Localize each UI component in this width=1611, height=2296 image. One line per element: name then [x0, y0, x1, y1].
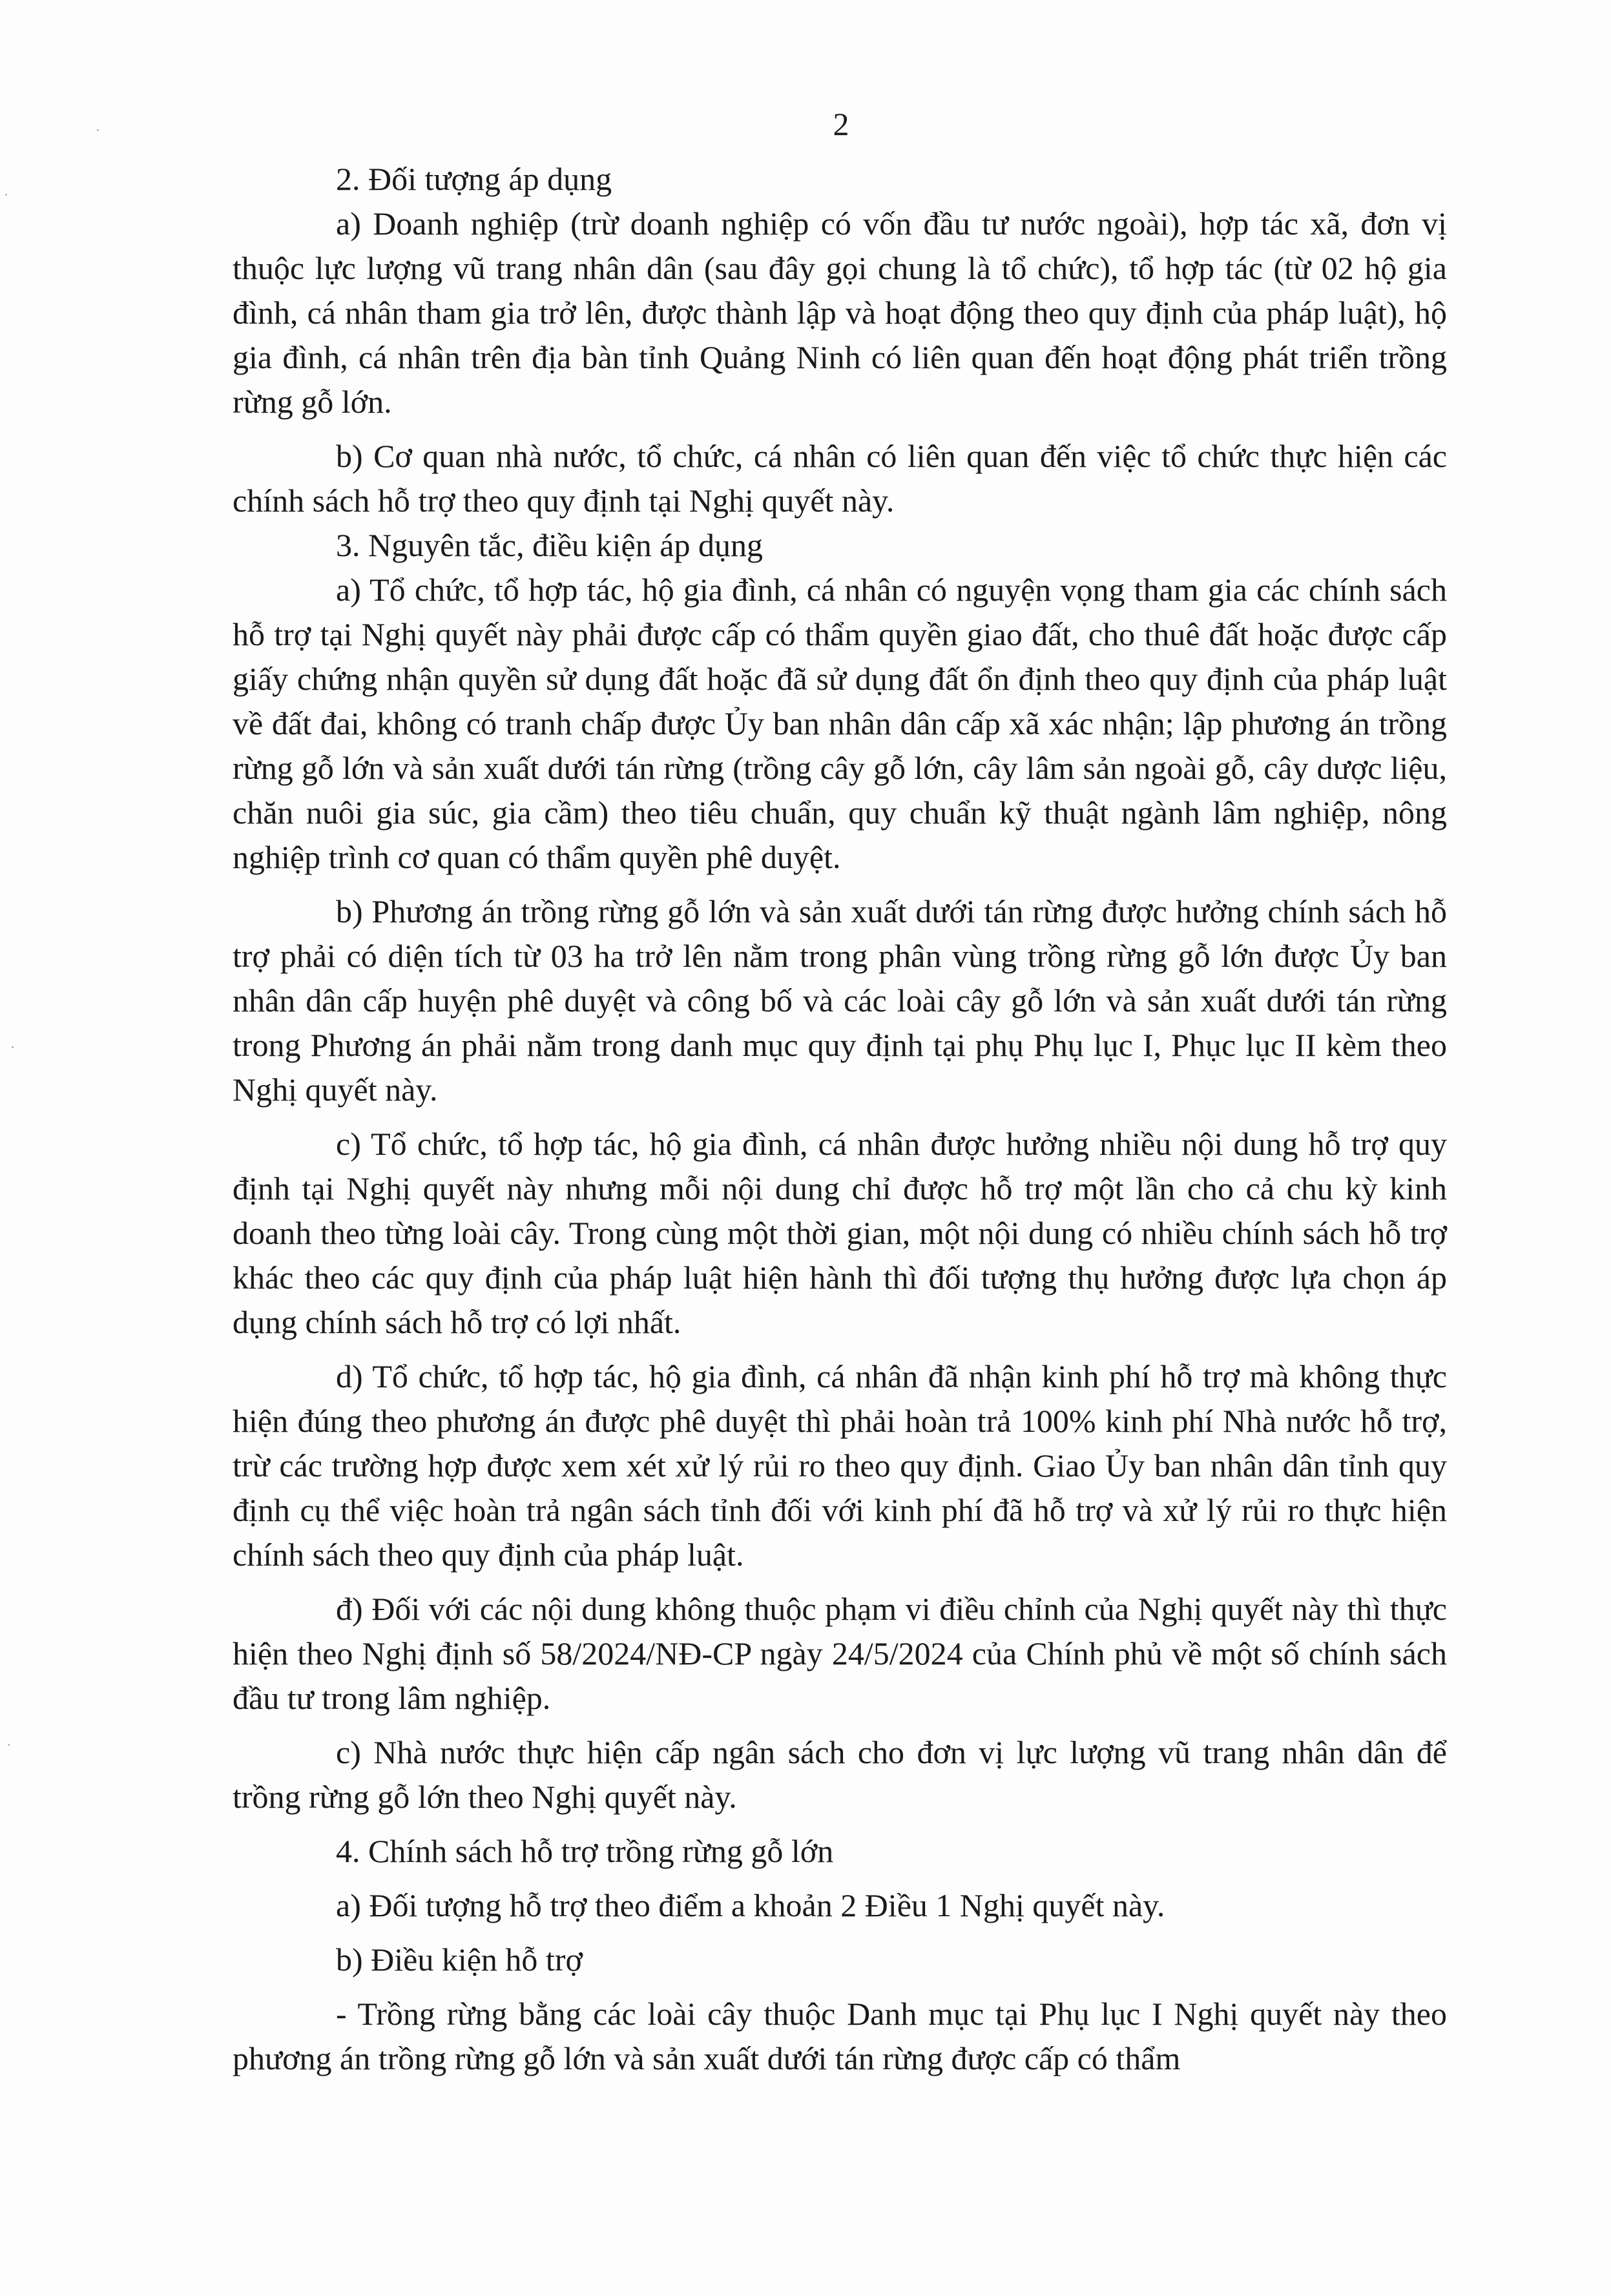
scan-speck: [97, 129, 99, 131]
paragraph-3c: c) Tổ chức, tổ hợp tác, hộ gia đình, cá nhân được hưởng nhiều nội dung hỗ trợ quy định tại Nghị quyết này nhưng mỗi nội dung chỉ được hỗ trợ một lần cho cả chu kỳ kinh doanh theo từng loài cây. Trong cùng một thời gian, một nội dung có nhiều chính sách hỗ trợ khác theo các quy định của pháp luật hiện hành thì đối tượng thụ hưởng được lựa chọn áp dụng chính sách hỗ trợ có lợi nhất.: [233, 1126, 1447, 1340]
paragraph-3dd: đ) Đối với các nội dung không thuộc phạm vi điều chỉnh của Nghị quyết này thì thực hiện theo Nghị định số 58/2024/NĐ-CP ngày 24/5/2024 của Chính phủ về một số chính sách đầu tư trong lâm nghiệp.: [233, 1591, 1447, 1716]
page-number: 2: [833, 106, 849, 142]
paragraph-3d: d) Tổ chức, tổ hợp tác, hộ gia đình, cá nhân đã nhận kinh phí hỗ trợ mà không thực hiện đúng theo phương án được phê duyệt thì phải hoàn trả 100% kinh phí Nhà nước hỗ trợ, trừ các trường hợp được xem xét xử lý rủi ro theo quy định. Giao Ủy ban nhân dân tỉnh quy định cụ thể việc hoàn trả ngân sách tỉnh đối với kinh phí đã hỗ trợ và xử lý rủi ro thực hiện chính sách theo quy định của pháp luật.: [233, 1358, 1447, 1573]
section-heading-3: 3. Nguyên tắc, điều kiện áp dụng: [336, 527, 763, 563]
paragraph-3a: a) Tổ chức, tổ hợp tác, hộ gia đình, cá nhân có nguyện vọng tham gia các chính sách hỗ trợ tại Nghị quyết này phải được cấp có thẩm quyền giao đất, cho thuê đất hoặc được cấp giấy chứng nhận quyền sử dụng đất hoặc đã sử dụng đất ổn định theo quy định của pháp luật về đất đai, không có tranh chấp được Ủy ban nhân dân cấp xã xác nhận; lập phương án trồng rừng gỗ lớn và sản xuất dưới tán rừng (trồng cây gỗ lớn, cây lâm sản ngoài gỗ, cây dược liệu, chăn nuôi gia súc, gia cầm) theo tiêu chuẩn, quy chuẩn kỹ thuật ngành lâm nghiệp, nông nghiệp trình cơ quan có thẩm quyền phê duyệt.: [233, 572, 1447, 875]
scan-speck: [8, 1744, 10, 1746]
document-body: [233, 157, 1447, 2081]
section-heading-4: 4. Chính sách hỗ trợ trồng rừng gỗ lớn: [336, 1833, 834, 1869]
paragraph-3e: c) Nhà nước thực hiện cấp ngân sách cho đơn vị lực lượng vũ trang nhân dân để trồng rừng gỗ lớn theo Nghị quyết này.: [233, 1734, 1447, 1815]
scan-speck: [12, 1046, 14, 1048]
paragraph-3b: b) Phương án trồng rừng gỗ lớn và sản xuất dưới tán rừng được hưởng chính sách hỗ trợ phải có diện tích từ 03 ha trở lên nằm trong phân vùng trồng rừng gỗ lớn được Ủy ban nhân dân cấp huyện phê duyệt và công bố và các loài cây gỗ lớn và sản xuất dưới tán rừng trong Phương án phải nằm trong danh mục quy định tại phụ Phụ lục I, Phục lục II kèm theo Nghị quyết này.: [233, 893, 1447, 1108]
paragraph-2b: b) Cơ quan nhà nước, tổ chức, cá nhân có liên quan đến việc tổ chức thực hiện các chính sách hỗ trợ theo quy định tại Nghị quyết này.: [233, 438, 1447, 519]
paragraph-4b: b) Điều kiện hỗ trợ: [336, 1941, 583, 1978]
paragraph-4a: a) Đối tượng hỗ trợ theo điểm a khoản 2 Điều 1 Nghị quyết này.: [336, 1887, 1165, 1923]
section-heading-2: 2. Đối tượng áp dụng: [336, 161, 612, 197]
scan-speck: [5, 194, 7, 196]
paragraph-2a: a) Doanh nghiệp (trừ doanh nghiệp có vốn đầu tư nước ngoài), hợp tác xã, đơn vị thuộc lực lượng vũ trang nhân dân (sau đây gọi chung là tổ chức), tổ hợp tác (từ 02 hộ gia đình, cá nhân tham gia trở lên, được thành lập và hoạt động theo quy định của pháp luật), hộ gia đình, cá nhân trên địa bàn tỉnh Quảng Ninh có liên quan đến hoạt động phát triển trồng rừng gỗ lớn.: [233, 205, 1447, 420]
paragraph-4b-item-1: - Trồng rừng bằng các loài cây thuộc Danh mục tại Phụ lục I Nghị quyết này theo phương án trồng rừng gỗ lớn và sản xuất dưới tán rừng được cấp có thẩm: [233, 1996, 1447, 2076]
